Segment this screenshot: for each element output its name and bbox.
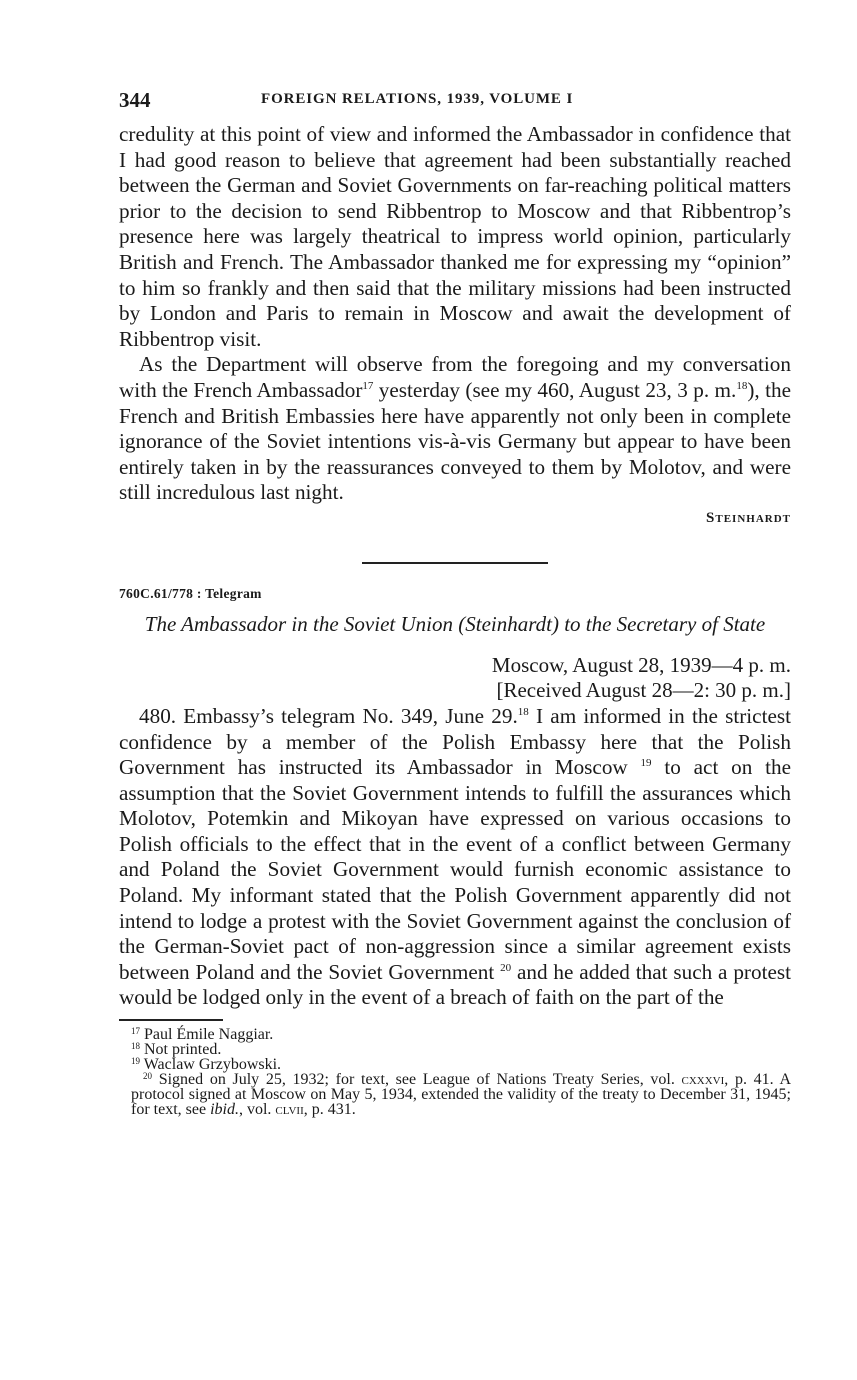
- page-header: [119, 88, 791, 122]
- footnote-ref-17: 17: [362, 379, 374, 392]
- department-paragraph: [119, 352, 791, 506]
- footnote-num: 20: [143, 1071, 152, 1082]
- footnote-20: [119, 1072, 791, 1117]
- footnote-17: [131, 1027, 791, 1042]
- footnote-text: Paul Émile Naggiar.: [144, 1026, 274, 1044]
- running-head: FOREIGN RELATIONS, 1939, VOLUME I: [261, 91, 574, 107]
- continuation-paragraph: credulity at this point of view and informed the Ambassador in confidence that I had good reason to believe that agreement had been substantially reached between the German and Soviet Governments on far-reaching political matters prior to the decision to send Ribbentrop to Moscow and that Ribbentrop’s presence here was largely theatrical to impress world opinion, particularly British and French. The Ambassador thanked me for expressing my “opinion” to him so frankly and then said that the military missions had been instructed by London and Paris to remain in Moscow and await the development of Ribbentrop visit.: [119, 122, 791, 351]
- footnote-19: [131, 1057, 791, 1072]
- page-number: 344: [119, 88, 151, 112]
- footnotes: [119, 1027, 791, 1117]
- title-text-a: The Ambassador in the Soviet Union (: [144, 611, 466, 636]
- title-name: Steinhardt: [465, 611, 552, 636]
- footnote-num: 18: [131, 1041, 140, 1052]
- telegram-text-d: and he added that such a protest would be lodged only in the event of a breach of faith on the part of the: [119, 959, 791, 1010]
- footnote-ref-19: 19: [640, 757, 652, 770]
- department-text-b: yesterday (see my 460, August 23, 3 p. m.: [373, 377, 737, 402]
- footnote-18: [131, 1042, 791, 1057]
- telegram-body: [119, 704, 791, 1011]
- file-reference: 760C.61/778 : Telegram: [119, 585, 262, 601]
- footnote-ibid: ibid.: [210, 1101, 239, 1119]
- footnote-text-b: , p. 41. A protocol signed at Moscow on May 5, 1934, extended the validity of the treaty to December 31, 1945; for text, see: [131, 1071, 792, 1119]
- dateline: [119, 653, 791, 704]
- signature: Steinhardt: [706, 509, 791, 526]
- section-divider: [362, 562, 548, 564]
- document-title: [119, 612, 791, 637]
- footnote-text-d: , p. 431.: [303, 1101, 356, 1119]
- footnote-text: Not printed.: [144, 1041, 222, 1059]
- department-text-a: As the Department will observe from the foregoing and my conversation with the French Ambassador: [119, 352, 791, 402]
- footnote-volume-b: clvii: [275, 1101, 304, 1119]
- footnote-text-a: Signed on July 25, 1932; for text, see League of Nations Treaty Series, vol.: [158, 1071, 682, 1089]
- footnote-volume-a: cxxxvi: [681, 1071, 725, 1089]
- telegram-text-a: 480. Embassy’s telegram No. 349, June 29.: [139, 703, 518, 728]
- department-text-c: ), the French and British Embassies here have apparently not only been in complete ignorance of the Soviet intentions vis-à-vis Germany but appear to have been entirely taken in by the reassurances conveyed to them by Molotov, and were still incredulous last night.: [119, 377, 791, 505]
- footnote-text-c: , vol.: [238, 1101, 276, 1119]
- footnote-num: 19: [131, 1056, 140, 1067]
- telegram-text-b: I am informed in the strictest confidence by a member of the Polish Embassy here that the Polish Government has instructed its Ambassador in Moscow: [119, 703, 792, 780]
- footnote-divider: [119, 1019, 223, 1021]
- footnote-text: Waclaw Grzybowski.: [143, 1056, 282, 1074]
- dateline-sent: Moscow, August 28, 1939—4 p. m.: [491, 652, 791, 677]
- dateline-received: [Received August 28—2: 30 p. m.]: [496, 678, 791, 703]
- page: [119, 88, 791, 1117]
- footnote-ref-20: 20: [500, 961, 512, 974]
- footnote-ref-18b: 18: [517, 705, 529, 718]
- footnote-num: 17: [131, 1026, 140, 1037]
- footnote-ref-18: 18: [736, 379, 748, 392]
- telegram-text-c: to act on the assumption that the Soviet Government intends to fulfill the assurances which Molotov, Potemkin and Mikoyan have expressed on various occasions to Polish officials to the effect that in the event of a conflict between Germany and Poland the Soviet Government would furnish economic assistance to Poland. My informant stated that the Polish Government apparently did not intend to lodge a protest with the Soviet Government against the conclusion of the German-Soviet pact of non-aggression since a similar agreement exists between Poland and the Soviet Government: [119, 755, 791, 984]
- title-text-b: ) to the Secretary of State: [551, 611, 766, 636]
